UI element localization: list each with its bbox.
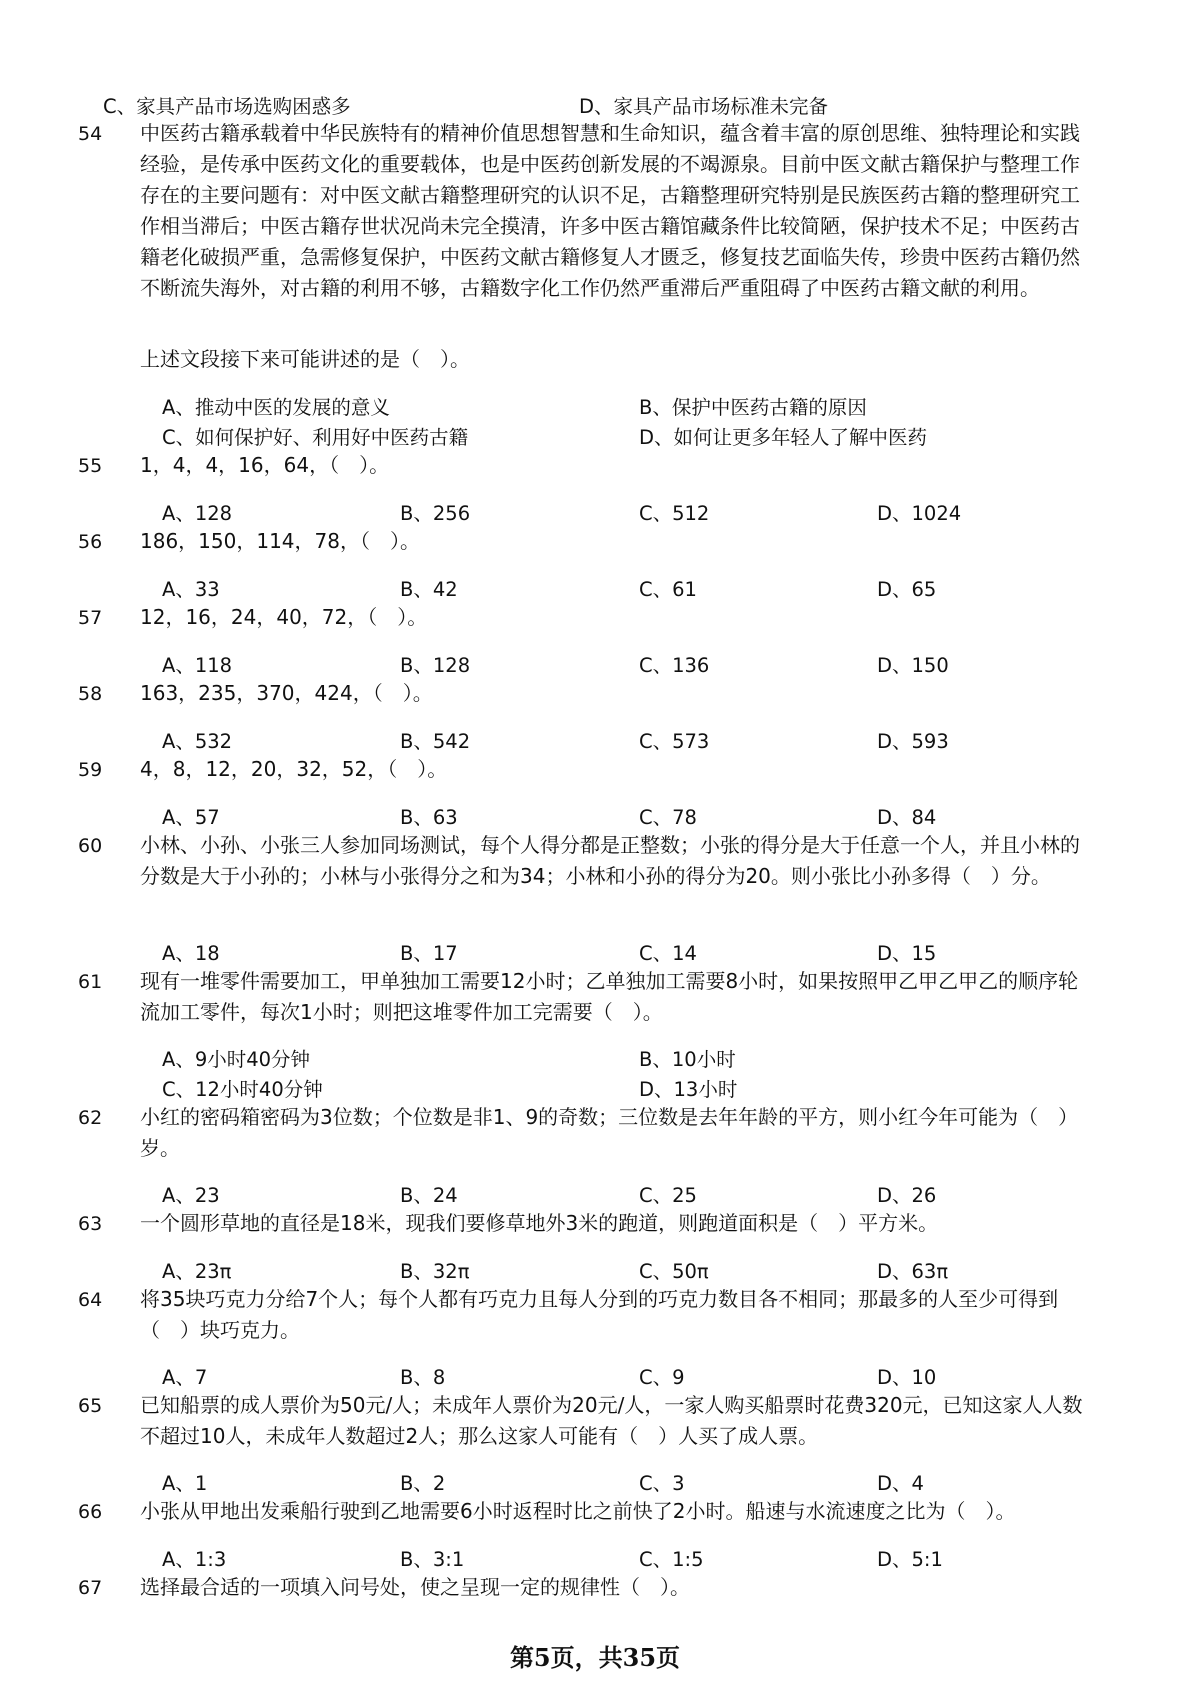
option-b: B、63 [400,806,458,829]
option-c: C、12小时40分钟 [162,1078,323,1101]
question-text: 将35块巧克力分给7个人；每个人都有巧克力且每人分到的巧克力数目各不相同；那最多的人至少可得到（ ）块巧克力。 [140,1287,1059,1342]
option-a: A、1 [162,1472,208,1495]
option-a: A、128 [162,502,233,525]
option-d: D、4 [877,1472,924,1495]
option-d: D、150 [877,654,949,677]
question-text: 小红的密码箱密码为3位数；个位数是非1、9的奇数；三位数是去年年龄的平方，则小红今年可能为（ ）岁。 [140,1105,1079,1160]
question-text: 12，16，24，40，72，（ ）。 [140,605,428,629]
option-a: A、推动中医的发展的意义 [162,396,390,419]
option-a: A、532 [162,730,233,753]
question-number: 59 [78,759,103,781]
option-c: C、1:5 [639,1548,704,1571]
option-a: A、1:3 [162,1548,227,1571]
option-c: C、25 [639,1184,697,1207]
option-d: D、65 [877,578,937,601]
option-c: C、3 [639,1472,685,1495]
question-text: 4，8，12，20，32，52，（ ）。 [140,757,448,781]
option-b: B、10小时 [639,1048,736,1071]
option-c: C、50π [639,1260,709,1283]
option-a: A、7 [162,1366,208,1389]
option-b: B、24 [400,1184,458,1207]
question-text: 中医药古籍承载着中华民族特有的精神价值思想智慧和生命知识，蕴含着丰富的原创思维、独特理论和实践经验，是传承中医药文化的重要载体，也是中医药创新发展的不竭源泉。目前中医文献古籍保护与整理工作存在的主要问题有：对中医文献古籍整理研究的认识不足，古籍整理研究特别是民族医药古籍的整理研究工作相当滞后；中医古籍存世状况尚未完全摸清，许多中医古籍馆藏条件比较简陋，保护技术不足；中医药古籍老化破损严重，急需修复保护，中医药文献古籍修复人才匮乏，修复技艺面临失传，珍贵中医药古籍仍然不断流失海外，对古籍的利用不够，古籍数字化工作仍然严重滞后严重阻碍了中医药古籍文献的利用。 [140,121,1080,300]
question-number: 56 [78,531,103,553]
option-d: D、15 [877,942,937,965]
option-b: B、128 [400,654,471,677]
option-c: C、136 [639,654,710,677]
option-b: B、42 [400,578,458,601]
question-number: 60 [78,835,103,857]
question-text: 一个圆形草地的直径是18米，现我们要修草地外3米的跑道，则跑道面积是（ ）平方米。 [140,1211,939,1235]
option-a: A、9小时40分钟 [162,1048,311,1071]
option-d: D、10 [877,1366,937,1389]
option-a: A、23 [162,1184,220,1207]
question-text: 1，4，4，16，64，（ ）。 [140,453,390,477]
question-number: 65 [78,1395,103,1417]
question-number: 57 [78,607,103,629]
option-b: B、保护中医药古籍的原因 [639,396,867,419]
question-number: 55 [78,455,103,477]
option-d: D、13小时 [639,1078,738,1101]
question-number: 54 [78,123,103,145]
option-d: D、63π [877,1260,949,1283]
question-text: 已知船票的成人票价为50元/人；未成年人票价为20元/人，一家人购买船票时花费320元，已知这家人人数不超过10人，未成年人数超过2人；那么这家人可能有（ ）人买了成人票。 [140,1393,1083,1448]
option-d: D、1024 [877,502,962,525]
option-c: C、512 [639,502,710,525]
option-c: C、61 [639,578,697,601]
option-c: C、如何保护好、利用好中医药古籍 [162,426,469,449]
option-c: C、9 [639,1366,685,1389]
question-number: 58 [78,683,103,705]
option-a: A、57 [162,806,220,829]
option-d: D、26 [877,1184,937,1207]
question-number: 66 [78,1501,103,1523]
option-b: B、3:1 [400,1548,465,1571]
option-b: B、256 [400,502,471,525]
option-c: C、573 [639,730,710,753]
option-b: B、17 [400,942,458,965]
question-text: 小林、小孙、小张三人参加同场测试，每个人得分都是正整数；小张的得分是大于任意一个人，并且小林的分数是大于小孙的；小林与小张得分之和为34；小林和小孙的得分为20。则小张比小孙多得（ ）分。 [140,833,1080,888]
option-d: D、5:1 [877,1548,943,1571]
question-text: 小张从甲地出发乘船行驶到乙地需要6小时返程时比之前快了2小时。船速与水流速度之比为（ ）。 [140,1499,1016,1523]
option-d: D、家具产品市场标准未完备 [579,95,829,118]
option-a: A、18 [162,942,220,965]
option-a: A、23π [162,1260,232,1283]
question-text: 163，235，370，424，（ ）。 [140,681,433,705]
question-number: 64 [78,1289,103,1311]
option-a: A、118 [162,654,233,677]
question-number: 62 [78,1107,103,1129]
option-d: D、如何让更多年轻人了解中医药 [639,426,928,449]
option-b: B、542 [400,730,471,753]
question-number: 63 [78,1213,103,1235]
option-c: C、家具产品市场选购困惑多 [103,95,351,118]
option-c: C、78 [639,806,697,829]
question-prompt: 上述文段接下来可能讲述的是（ ）。 [140,347,470,371]
option-c: C、14 [639,942,697,965]
question-text: 现有一堆零件需要加工，甲单独加工需要12小时；乙单独加工需要8小时，如果按照甲乙甲乙甲乙的顺序轮流加工零件，每次1小时；则把这堆零件加工完需要（ ）。 [140,969,1079,1024]
question-number: 67 [78,1577,103,1599]
option-d: D、84 [877,806,937,829]
option-a: A、33 [162,578,220,601]
question-text: 186，150，114，78，（ ）。 [140,529,420,553]
question-text: 选择最合适的一项填入问号处，使之呈现一定的规律性（ ）。 [140,1575,690,1599]
option-b: B、2 [400,1472,446,1495]
option-b: B、32π [400,1260,470,1283]
question-number: 61 [78,971,103,993]
option-d: D、593 [877,730,949,753]
page-footer: 第5页，共35页 [509,1643,681,1672]
option-b: B、8 [400,1366,446,1389]
